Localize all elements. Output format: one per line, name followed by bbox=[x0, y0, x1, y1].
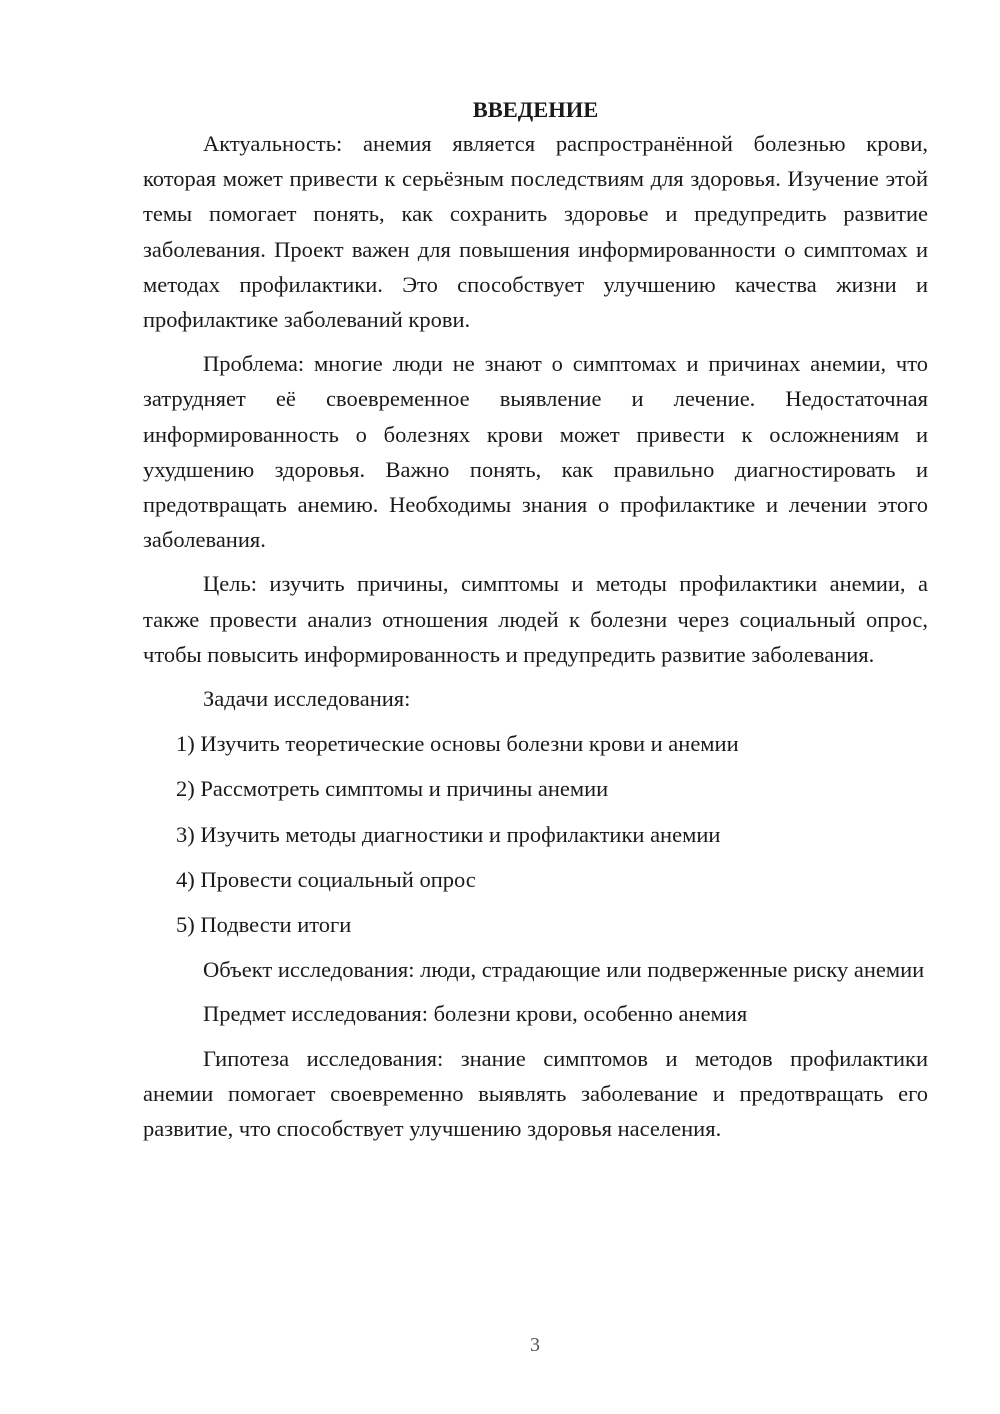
list-item: 4) Провести социальный опрос bbox=[176, 866, 476, 892]
paragraph-goal: Цель: изучить причины, симптомы и методы профилактики анемии, а также провести анализ отношения людей к болезни через социальный опрос, чтобы повысить информированность и предупредить развитие заболевания. bbox=[143, 571, 928, 667]
document-page bbox=[143, 95, 928, 1155]
paragraph-hypothesis: Гипотеза исследования: знание симптомов и методов профилактики анемии помогает своевременно выявлять заболевание и предотвращать его развитие, что способствует улучшению здоровья населения. bbox=[143, 1045, 928, 1142]
list-item: 5) Подвести итоги bbox=[176, 912, 352, 938]
paragraph-object: Объект исследования: люди, страдающие или подверженные риску анемии bbox=[203, 957, 925, 983]
paragraph-relevance: Актуальность: анемия является распространённой болезнью крови, которая может привести к серьёзным последствиям для здоровья. Изучение этой темы помогает понять, как сохранить здоровье и предупредить развитие заболевания. Проект важен для повышения информированности о симптомах и методах профилактики. Это способствует улучшению качества жизни и профилактике заболеваний крови. bbox=[143, 131, 928, 333]
paragraph-subject: Предмет исследования: болезни крови, особенно анемия bbox=[203, 1001, 748, 1027]
page-number: 3 bbox=[530, 1334, 540, 1356]
list-item: 1) Изучить теоретические основы болезни крови и анемии bbox=[176, 731, 739, 757]
page-title: ВВЕДЕНИЕ bbox=[472, 97, 599, 122]
task-list bbox=[143, 726, 928, 942]
tasks-heading: Задачи исследования: bbox=[203, 686, 411, 712]
list-item: 2) Рассмотреть симптомы и причины анемии bbox=[176, 776, 609, 802]
paragraph-problem: Проблема: многие люди не знают о симптомах и причинах анемии, что затрудняет её своевременное выявление и лечение. Недостаточная информированность о болезнях крови может привести к осложнениям и ухудшению здоровья. Важно понять, как правильно диагностировать и предотвращать анемию. Необходимы знания о профилактике и лечении этого заболевания. bbox=[143, 351, 928, 553]
list-item: 3) Изучить методы диагностики и профилактики анемии bbox=[176, 821, 721, 847]
